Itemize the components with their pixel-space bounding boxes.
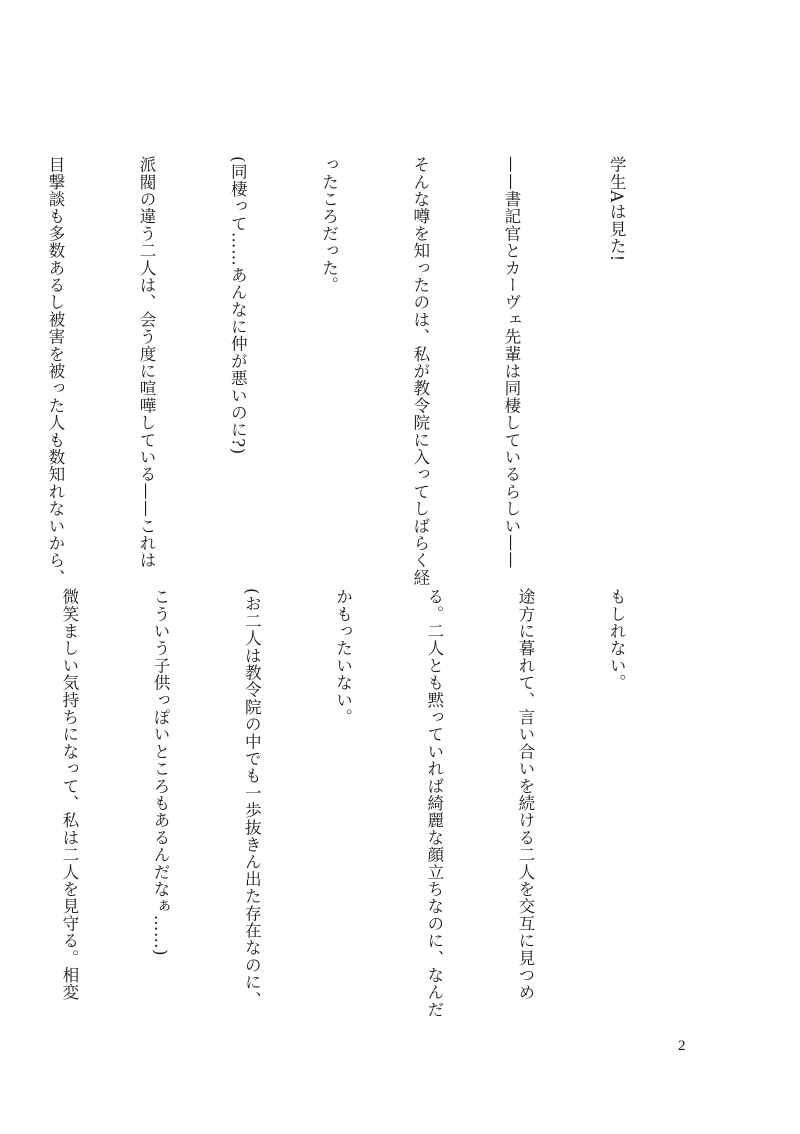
text-line: かもったいない。: [333, 588, 353, 726]
text-line: そんな噂を知ったのは、私が教令院に入ってしばらく経: [410, 156, 430, 586]
upper-text-block: [45, 156, 692, 586]
text-line: 途方に暮れて、言い合いを続ける二人を交互に見つめ: [515, 588, 535, 1001]
text-line: 派閥の違う二人は、会う度に喧嘩している——これは: [137, 156, 157, 569]
chapter-title: 学生Aは見た!: [607, 156, 627, 262]
text-line: 微笑ましい気持ちになって、私は二人を見守る。相変: [59, 588, 79, 1001]
text-line: る。二人とも黙っていれば綺麗な顔立ちなのに、なんだ: [424, 588, 444, 1018]
text-line: こういう子供っぽいところもあるんだなぁ……): [151, 588, 171, 957]
page-number: 2: [678, 1038, 686, 1054]
lower-text-block: [59, 588, 692, 1024]
text-line: (同棲って……あんなに仲が悪いのに?): [228, 156, 248, 455]
text-line: ったころだった。: [319, 156, 339, 294]
text-line: 目撃談も多数あるし被害を被った人も数知れないから、: [45, 156, 65, 586]
text-line: ——書記官とカーヴェ先輩は同棲しているらしい——: [501, 156, 521, 569]
text-line: もしれない。: [607, 588, 627, 692]
text-line: (お二人は教令院の中でも一歩抜きん出た存在なのに、: [242, 588, 262, 1008]
